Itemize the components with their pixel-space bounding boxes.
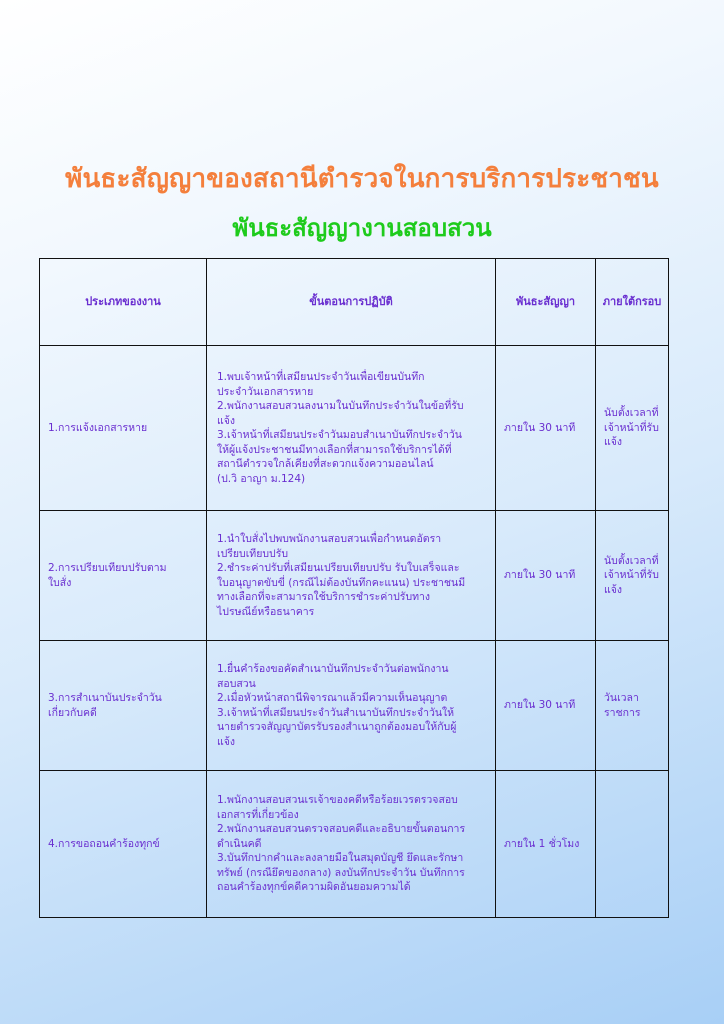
work-type-cell: 1.การแจ้งเอกสารหาย <box>40 346 207 511</box>
work-type-cell: 2.การเปรียบเทียบปรับตาม ใบสั่ง <box>40 511 207 641</box>
commitment-cell: ภายใน 30 นาที <box>496 641 596 771</box>
procedure-cell: 1.นำใบสั่งไปพบพนักงานสอบสวนเพื่อกำหนดอัตรา เปรียบเทียบปรับ 2.ชำระค่าปรับที่เสมียนเปรียบเทียบปรับ รับใบเสร็จและ ใบอนุญาตขับขี่ (กรณีไม่ต้องบันทึกคะแนน) ประชาชนมี ทางเลือกที่จะสามารถใช้บริการชำระค่าปรับทาง ไปรษณีย์หรือธนาคาร <box>207 511 496 641</box>
procedure-cell: 1.ยื่นคำร้องขอคัดสำเนาบันทึกประจำวันต่อพนักงาน สอบสวน 2.เมื่อหัวหน้าสถานีพิจารณาแล้วมีความเห็นอนุญาต 3.เจ้าหน้าที่เสมียนประจำวันสำเนาบันทึกประจำวันให้ นายตำรวจสัญญาบัตรรับรองสำเนาถูกต้องมอบให้กับผู้ แจ้ง <box>207 641 496 771</box>
table-row <box>40 771 669 918</box>
table-header <box>40 259 669 346</box>
framework-cell <box>596 771 669 918</box>
commitment-table <box>39 258 669 918</box>
work-type-cell: 4.การขอถอนคำร้องทุกข์ <box>40 771 207 918</box>
column-header-work-type: ประเภทของงาน <box>40 259 207 346</box>
commitment-cell: ภายใน 30 นาที <box>496 511 596 641</box>
page-subtitle: พันธะสัญญางานสอบสวน <box>232 214 492 242</box>
table-row <box>40 641 669 771</box>
commitment-cell: ภายใน 1 ชั่วโมง <box>496 771 596 918</box>
framework-cell: นับตั้งเวลาที่ เจ้าหน้าที่รับแจ้ง <box>596 511 669 641</box>
table-row <box>40 511 669 641</box>
commitment-cell: ภายใน 30 นาที <box>496 346 596 511</box>
table-row <box>40 346 669 511</box>
column-header-commitment: พันธะสัญญา <box>496 259 596 346</box>
work-type-cell: 3.การสำเนาบันประจำวัน เกี่ยวกับคดี <box>40 641 207 771</box>
column-header-framework: ภายใต้กรอบ <box>596 259 669 346</box>
framework-cell: วันเวลาราชการ <box>596 641 669 771</box>
page-title: พันธะสัญญาของสถานีตำรวจในการบริการประชาชน <box>65 164 659 194</box>
procedure-cell: 1.พนักงานสอบสวนเรเจ้าของคดีหรือร้อยเวรตรวจสอบ เอกสารที่เกี่ยวข้อง 2.พนักงานสอบสวนตรวจสอบคดีและอธิบายขั้นตอนการ ดำเนินคดี 3.บันทึกปากคำและลงลายมือในสมุดบัญชี ยึดและรักษา ทรัพย์ (กรณียึดของกลาง) ลงบันทึกประจำวัน บันทึกการ ถอนคำร้องทุกข์คดีความผิดอันยอมความได้ <box>207 771 496 918</box>
framework-cell: นับตั้งเวลาที่ เจ้าหน้าที่รับแจ้ง <box>596 346 669 511</box>
column-header-procedure: ขั้นตอนการปฏิบัติ <box>207 259 496 346</box>
procedure-cell: 1.พบเจ้าหน้าที่เสมียนประจำวันเพื่อเขียนบันทึก ประจำวันเอกสารหาย 2.พนักงานสอบสวนลงนามในบันทึกประจำวันในข้อที่รับ แจ้ง 3.เจ้าหน้าที่เสมียนประจำวันมอบสำเนาบันทึกประจำวัน ให้ผู้แจ้งประชาชนมีทางเลือกที่สามารถใช้บริการได้ที่ สถานีตำรวจใกล้เคียงที่สะดวกแจ้งความออนไลน์ (ป.วิ อาญา ม.124) <box>207 346 496 511</box>
